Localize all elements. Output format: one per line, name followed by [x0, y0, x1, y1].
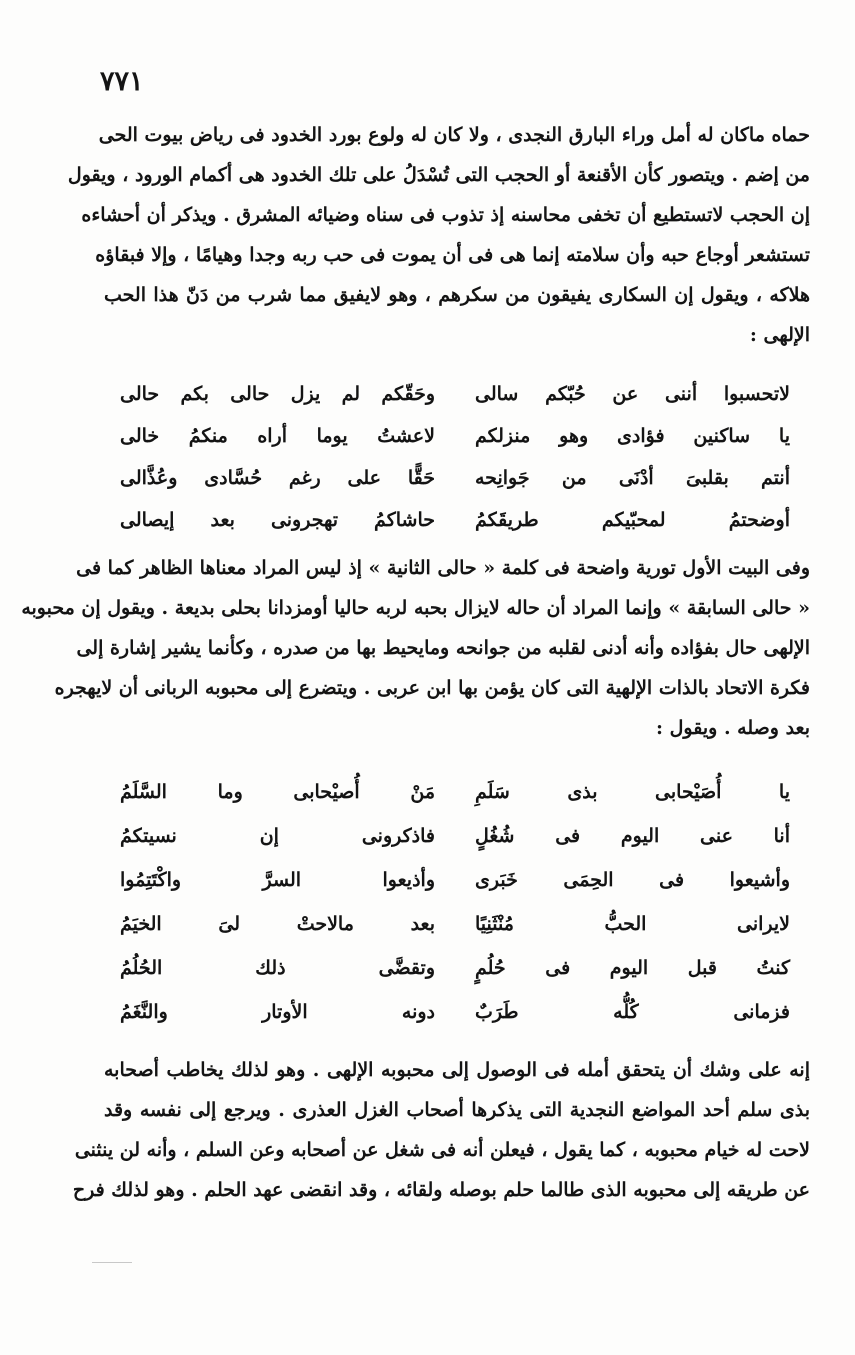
- text-line: حماه ماكان له أمل وراء البارق النجدى ، ولا كان له ولوع بورد الخدود فى رياض بيوت الحى: [98, 124, 810, 146]
- verse-second-hemistich: بعد مالاحتْ لىَ الخيَمُ: [120, 913, 435, 935]
- paragraph-1: [67, 115, 810, 355]
- poem-verse: [120, 858, 790, 902]
- verse-first-hemistich: لاتحسبوا أننى عن حُبّكم سالى: [475, 383, 790, 405]
- paragraph-3: [72, 1050, 810, 1210]
- verse-second-hemistich: حَقًّا على رغم حُسَّادى وعُذَّالى: [120, 467, 435, 489]
- page-number: ٧٧١: [100, 66, 144, 97]
- text-line: هلاكه ، ويقول إن السكارى يفيقون من سكرهم ، وهو لايفيق مما شرب من دَنّ هذا الحب: [104, 284, 810, 306]
- verse-second-hemistich: حاشاكمُ تهجرونى بعد إيصالى: [120, 509, 435, 531]
- text-line: « حالى السابقة » وإنما المراد أن حاله لايزال بحبه لربه حاليا أومزدانا بحلى بديعة . ويقول إن محبوبه: [21, 597, 810, 619]
- verse-second-hemistich: مَنْ أُصيْحابى وما السَّلَمُ: [120, 781, 435, 803]
- text-line: بعد وصله . ويقول :: [656, 717, 810, 739]
- poem-2: [120, 770, 790, 1034]
- verse-first-hemistich: أنا عنى اليوم فى شُغُلٍ: [475, 825, 790, 847]
- poem-verse: [120, 902, 790, 946]
- text-line: إنه على وشك أن يتحقق أمله فى الوصول إلى محبوبه الإلهى . وهو لذلك يخاطب أصحابه: [104, 1059, 810, 1081]
- verse-second-hemistich: وتقضَّى ذلك الحُلُمُ: [120, 957, 435, 979]
- paragraph-2: [21, 548, 810, 748]
- text-line: تستشعر أوجاع حبه وأن سلامته إنما هى فى أن يموت فى حب ربه وجدا وهيامًا ، وإلا فبقاؤه: [95, 244, 810, 266]
- text-line: فكرة الاتحاد بالذات الإلهية التى كان يؤمن بها ابن عربى . ويتضرع إلى محبوبه الربانى أن لايهجره: [54, 677, 810, 699]
- text-line: من إضم . ويتصور كأن الأقنعة أو الحجب التى تُسْدَلُ على تلك الخدود هى أكمام الورود ، ويقول: [67, 164, 810, 186]
- poem-verse: [120, 814, 790, 858]
- text-line: الإلهى حال بفؤاده وأنه أدنى لقلبه من جوانحه ومايحيط بها من صدره ، وكأنما يشير إشارة إلى: [76, 637, 810, 659]
- poem-1: [120, 373, 790, 541]
- verse-second-hemistich: فاذكرونى إن نسيتكمُ: [120, 825, 435, 847]
- poem-verse: [120, 946, 790, 990]
- verse-second-hemistich: لاعشتُ يوما أراه منكمُ خالى: [120, 425, 435, 447]
- verse-second-hemistich: وحَقّكم لم يزل حالى بكم حالى: [120, 383, 435, 405]
- poem-verse: [120, 457, 790, 499]
- text-line: الإلهى :: [749, 324, 810, 346]
- poem-verse: [120, 990, 790, 1034]
- verse-first-hemistich: فزمانى كُلُّه طَرَبٌ: [475, 1001, 790, 1023]
- verse-first-hemistich: كنتُ قبل اليوم فى حُلُمٍ: [475, 957, 790, 979]
- text-line: وفى البيت الأول تورية واضحة فى كلمة « حالى الثانية » إذ ليس المراد معناها الظاهر كما فى: [76, 557, 810, 579]
- poem-verse: [120, 415, 790, 457]
- poem-verse: [120, 499, 790, 541]
- verse-first-hemistich: أنتم بقلبىَ أدْنَى من جَوانِحه: [475, 467, 790, 489]
- verse-first-hemistich: يا أُصَيْحابى بذى سَلَمِ: [475, 781, 790, 803]
- verse-first-hemistich: وأشيعوا فى الحِمَى خَبَرى: [475, 869, 790, 891]
- text-line: عن طريقه إلى محبوبه الذى طالما حلم بوصله ولقائه ، وقد انقضى عهد الحلم . وهو لذلك فرح: [72, 1179, 810, 1201]
- text-line: إن الحجب لاتستطيع أن تخفى محاسنه إذ تذوب فى سناه وضيائه المشرق . ويذكر أن أحشاءه: [81, 204, 810, 226]
- verse-first-hemistich: أوضحتمُ لمحبّيكم طريقَكمُ: [475, 509, 790, 531]
- poem-verse: [120, 373, 790, 415]
- poem-verse: [120, 770, 790, 814]
- verse-first-hemistich: يا ساكنين فؤادى وهو منزلكم: [475, 425, 790, 447]
- text-line: بذى سلم أحد المواضع النجدية التى يذكرها أصحاب الغزل العذرى . ويرجع إلى نفسه وقد: [104, 1099, 810, 1121]
- verse-first-hemistich: لايرانى الحبُّ مُنْثَنِيًا: [475, 913, 790, 935]
- verse-second-hemistich: دونه الأوتار والنَّغَمُ: [120, 1001, 435, 1023]
- page-edge-mark: [92, 1262, 132, 1263]
- verse-second-hemistich: وأذيعوا السرَّ واكْتَتِمُوا: [120, 869, 435, 891]
- text-line: لاحت له خيام محبوبه ، كما يقول ، فيعلن أنه فى شغل عن أصحابه وعن السلم ، وأنه لن ينثنى: [74, 1139, 810, 1161]
